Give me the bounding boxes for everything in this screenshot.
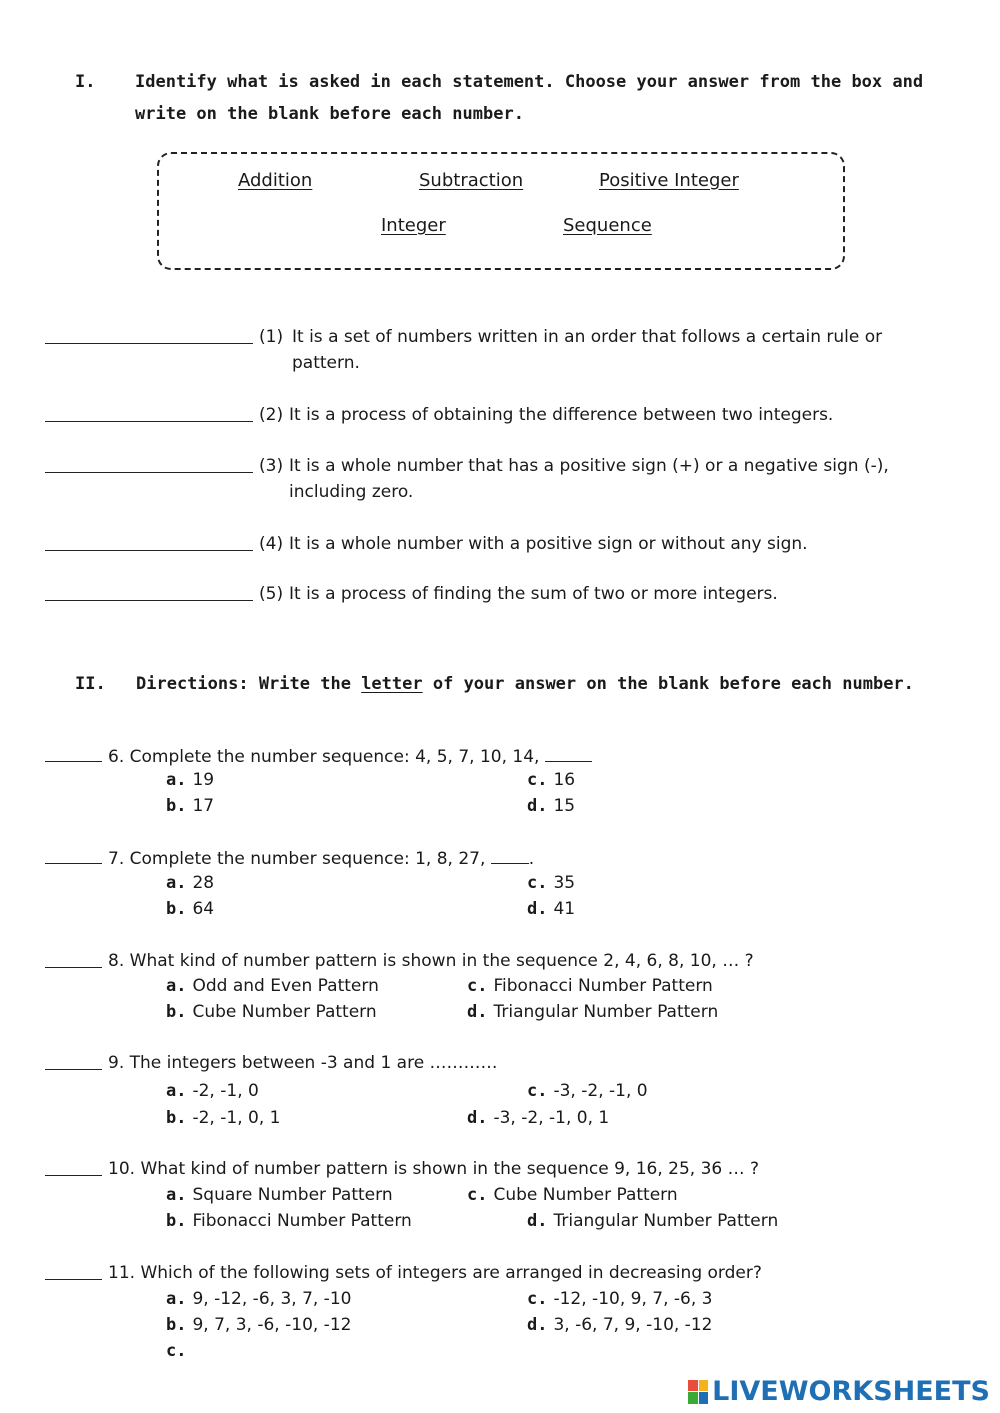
question-1-text: It is a set of numbers written in an order that follows a certain rule or pattern. — [292, 327, 883, 373]
question-6 — [108, 745, 592, 767]
option-10a[interactable] — [166, 1185, 393, 1205]
option-text: 41 — [553, 899, 576, 919]
question-9-text: The integers between -3 and 1 are ………… — [129, 1053, 498, 1073]
option-label: c. — [527, 1289, 548, 1309]
question-4-text: It is a whole number with a positive sign or without any sign. — [289, 534, 808, 554]
option-label: a. — [166, 1185, 187, 1205]
answer-blank-7[interactable] — [45, 847, 102, 868]
option-11c[interactable] — [527, 1289, 712, 1309]
option-text: 15 — [553, 796, 576, 816]
logo-icon — [688, 1380, 708, 1404]
answer-blank-10[interactable] — [45, 1159, 102, 1180]
question-11-number: 11. — [108, 1263, 136, 1283]
choice-addition: Addition — [238, 170, 313, 191]
section-2-directions — [136, 674, 914, 694]
answer-blank-2[interactable] — [45, 405, 253, 426]
answer-blank-9[interactable] — [45, 1053, 102, 1074]
option-text: Cube Number Pattern — [493, 1185, 678, 1205]
answer-blank-6[interactable] — [45, 745, 102, 766]
option-text: 16 — [553, 770, 576, 790]
question-2-number: (2) — [259, 405, 284, 425]
question-8-text: What kind of number pattern is shown in the sequence 2, 4, 6, 8, 10, … ? — [129, 951, 754, 971]
question-4-number: (4) — [259, 534, 284, 554]
option-11a[interactable] — [166, 1289, 351, 1309]
question-5-number: (5) — [259, 584, 284, 604]
option-text: -2, -1, 0, 1 — [192, 1108, 281, 1128]
option-7a[interactable] — [166, 873, 214, 893]
answer-blank-4[interactable] — [45, 534, 253, 555]
question-10-text: What kind of number pattern is shown in the sequence 9, 16, 25, 36 … ? — [140, 1159, 760, 1179]
option-label: c. — [166, 1341, 187, 1361]
option-label: c. — [527, 770, 548, 790]
option-text: 3, -6, 7, 9, -10, -12 — [553, 1315, 713, 1335]
question-10-number: 10. — [108, 1159, 136, 1179]
question-11 — [108, 1263, 762, 1283]
option-text: Odd and Even Pattern — [192, 976, 379, 996]
liveworksheets-logo — [688, 1376, 990, 1407]
option-text: 9, -12, -6, 3, 7, -10 — [192, 1289, 352, 1309]
option-6d[interactable] — [527, 796, 575, 816]
option-text: -12, -10, 9, 7, -6, 3 — [553, 1289, 713, 1309]
option-text: Fibonacci Number Pattern — [493, 976, 713, 996]
question-3-text: It is a whole number that has a positive sign (+) or a negative sign (-), including zero. — [289, 456, 889, 502]
option-text: 28 — [192, 873, 215, 893]
question-7-number: 7. — [108, 849, 125, 869]
option-7b[interactable] — [166, 899, 214, 919]
answer-blank-1[interactable] — [45, 327, 253, 348]
option-9a[interactable] — [166, 1081, 259, 1101]
option-label: a. — [166, 1081, 187, 1101]
answer-blank-5[interactable] — [45, 584, 253, 605]
option-11-extra — [166, 1341, 192, 1361]
answer-blank-3[interactable] — [45, 456, 253, 477]
sequence-blank-7[interactable] — [491, 847, 529, 864]
option-label: c. — [527, 873, 548, 893]
option-text: 9, 7, 3, -6, -10, -12 — [192, 1315, 352, 1335]
question-8-number: 8. — [108, 951, 125, 971]
option-label: b. — [166, 1211, 187, 1231]
option-6b[interactable] — [166, 796, 214, 816]
option-text: Cube Number Pattern — [192, 1002, 377, 1022]
question-7-text: Complete the number sequence: 1, 8, 27, — [129, 849, 491, 869]
option-label: b. — [166, 1002, 187, 1022]
answer-blank-8[interactable] — [45, 951, 102, 972]
option-label: a. — [166, 1289, 187, 1309]
option-text: 19 — [192, 770, 215, 790]
choice-sequence: Sequence — [563, 215, 652, 236]
sequence-blank-6[interactable] — [545, 745, 592, 762]
option-text: -3, -2, -1, 0, 1 — [493, 1108, 610, 1128]
question-10 — [108, 1159, 759, 1179]
section-1-instruction: Identify what is asked in each statement. Choose your answer from the box and write on the blank before each number. — [135, 72, 924, 124]
option-label: c. — [467, 976, 488, 996]
option-label: d. — [467, 1108, 488, 1128]
option-label: d. — [527, 796, 548, 816]
option-7c[interactable] — [527, 873, 575, 893]
option-6c[interactable] — [527, 770, 575, 790]
section-2-numeral: II. — [75, 674, 106, 694]
option-label: b. — [166, 1315, 187, 1335]
option-label: b. — [166, 899, 187, 919]
option-text: 64 — [192, 899, 215, 919]
question-6-number: 6. — [108, 747, 125, 767]
question-2-text: It is a process of obtaining the difference between two integers. — [289, 405, 834, 425]
section-1-numeral: I. — [75, 72, 96, 92]
choice-positive-integer: Positive Integer — [599, 170, 739, 191]
option-text: Triangular Number Pattern — [493, 1002, 719, 1022]
question-6-text: Complete the number sequence: 4, 5, 7, 10, 14, — [129, 747, 545, 767]
option-text: -2, -1, 0 — [192, 1081, 259, 1101]
option-text: Square Number Pattern — [192, 1185, 393, 1205]
choice-integer: Integer — [381, 215, 446, 236]
option-8c[interactable] — [467, 976, 713, 996]
question-3-number: (3) — [259, 456, 284, 476]
question-9 — [108, 1053, 498, 1073]
directions-text-after: of your answer on the blank before each number. — [432, 674, 914, 694]
option-label: a. — [166, 873, 187, 893]
option-text: 35 — [553, 873, 576, 893]
question-1-number: (1) — [259, 327, 284, 347]
directions-underlined-word: letter — [361, 674, 423, 694]
option-label: b. — [166, 796, 187, 816]
option-label: c. — [527, 1081, 548, 1101]
option-10b[interactable] — [166, 1211, 412, 1231]
answer-blank-11[interactable] — [45, 1263, 102, 1284]
option-label: a. — [166, 770, 187, 790]
option-text: 17 — [192, 796, 215, 816]
directions-text-before: Directions: Write the — [136, 674, 351, 694]
logo-text: LIVEWORKSHEETS — [712, 1376, 990, 1407]
question-5-text: It is a process of finding the sum of two or more integers. — [289, 584, 778, 604]
option-label: a. — [166, 976, 187, 996]
option-11d[interactable] — [527, 1315, 712, 1335]
question-9-number: 9. — [108, 1053, 125, 1073]
option-10c[interactable] — [467, 1185, 678, 1205]
option-6a[interactable] — [166, 770, 214, 790]
question-8 — [108, 951, 754, 971]
option-8d[interactable] — [467, 1002, 718, 1022]
question-7: 7. Complete the number sequence: 1, 8, 27, . — [108, 849, 535, 869]
option-label: d. — [527, 1211, 548, 1231]
option-8b[interactable] — [166, 1002, 377, 1022]
option-9b[interactable] — [166, 1108, 280, 1128]
option-text: Fibonacci Number Pattern — [192, 1211, 412, 1231]
option-10d[interactable] — [527, 1211, 778, 1231]
option-label: b. — [166, 1108, 187, 1128]
option-8a[interactable] — [166, 976, 379, 996]
choice-subtraction: Subtraction — [419, 170, 524, 191]
option-9c[interactable] — [527, 1081, 648, 1101]
option-label: c. — [467, 1185, 488, 1205]
option-text: Triangular Number Pattern — [553, 1211, 779, 1231]
option-label: d. — [527, 899, 548, 919]
option-9d[interactable] — [467, 1108, 609, 1128]
option-text: -3, -2, -1, 0 — [553, 1081, 648, 1101]
question-11-text: Which of the following sets of integers are arranged in decreasing order? — [140, 1263, 762, 1283]
option-label: d. — [467, 1002, 488, 1022]
option-7d[interactable] — [527, 899, 575, 919]
option-label: d. — [527, 1315, 548, 1335]
option-11b[interactable] — [166, 1315, 351, 1335]
